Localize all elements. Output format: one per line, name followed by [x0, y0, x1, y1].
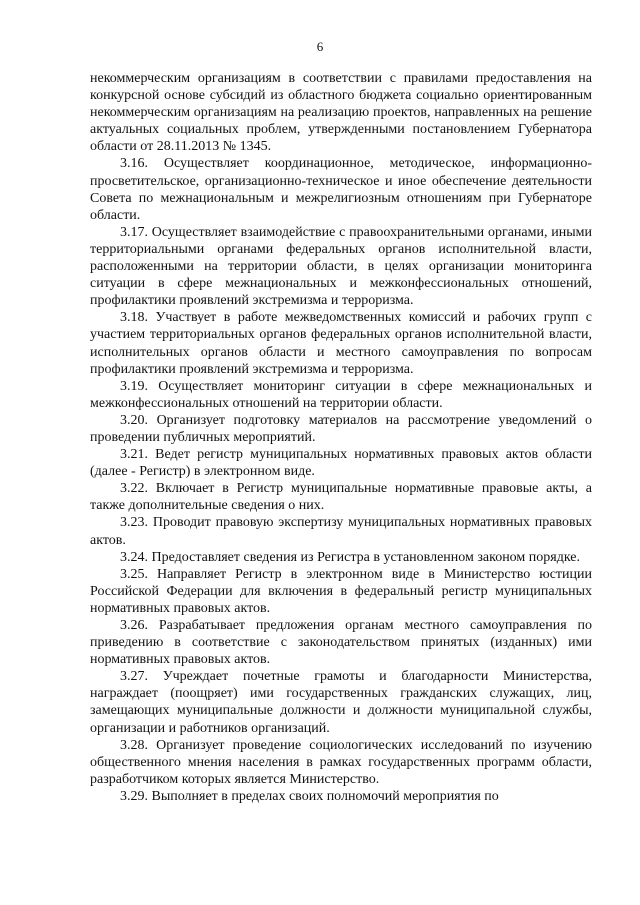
paragraph-3-25: 3.25. Направляет Регистр в электронном виде в Министерство юстиции Российской Федерации для включения в федеральный регистр муниципальных нормативных правовых актов. — [90, 566, 592, 616]
page-number: 6 — [316, 39, 324, 54]
paragraph-3-21: 3.21. Ведет регистр муниципальных нормативных правовых актов области (далее - Регистр) в электронном виде. — [90, 447, 592, 480]
paragraph-3-29: 3.29. Выполняет в пределах своих полномочий мероприятия по — [120, 788, 499, 804]
paragraph-3-27: 3.27. Учреждает почетные грамоты и благодарности Министерства, награждает (поощряет) ими государственных гражданских служащих, лиц, замещающих муниципальные должности и должности муниципальной службы, организации и работников организаций. — [90, 669, 592, 736]
paragraph-3-16: 3.16. Осуществляет координационное, методическое, информационно-просветительское, организационно-техническое и иное обеспечение деятельности Совета по межнациональным и межрелигиозным отношениям при Губернаторе области. — [90, 156, 592, 223]
paragraph-3-20: 3.20. Организует подготовку материалов на рассмотрение уведомлений о проведении публичных мероприятий. — [90, 412, 592, 445]
paragraph-3-22: 3.22. Включает в Регистр муниципальные нормативные правовые акты, а также дополнительные сведения о них. — [90, 481, 592, 514]
paragraph-3-17: 3.17. Осуществляет взаимодействие с правоохранительными органами, иными территориальными органами федеральных органов исполнительной власти, расположенными на территории области, в целях организации мониторинга ситуации в сфере межнациональных и межконфессиональных отношений, профилактики проявлений экстремизма и терроризма. — [90, 224, 592, 309]
paragraph-3-23: 3.23. Проводит правовую экспертизу муниципальных нормативных правовых актов. — [90, 515, 592, 548]
document-body — [90, 70, 592, 805]
paragraph-3-19: 3.19. Осуществляет мониторинг ситуации в сфере межнациональных и межконфессиональных отношений на территории области. — [90, 378, 592, 411]
paragraph-3-26: 3.26. Разрабатывает предложения органам местного самоуправления по приведению в соответствие с законодательством принятых (изданных) ими нормативных правовых актов. — [90, 618, 592, 668]
paragraph-3-18: 3.18. Участвует в работе межведомственных комиссий и рабочих групп с участием территориальных органов федеральных органов исполнительной власти, исполнительных органов области и местного самоуправления по вопросам профилактики проявлений экстремизма и терроризма. — [90, 310, 592, 377]
paragraph-3-24: 3.24. Предоставляет сведения из Регистра в установленном законом порядке. — [120, 549, 580, 565]
paragraph-3-28: 3.28. Организует проведение социологических исследований по изучению общественного мнения населения в рамках государственных программ области, разработчиком которых является Министерство. — [90, 737, 592, 787]
paragraph-continuation: некоммерческим организациям в соответствии с правилами предоставления на конкурсной основе субсидий из областного бюджета социально ориентированным некоммерческим организациям на реализацию проектов, направленных на решение актуальных социальных проблем, утвержденными постановлением Губернатора области от 28.11.2013 № 1345. — [90, 71, 592, 155]
